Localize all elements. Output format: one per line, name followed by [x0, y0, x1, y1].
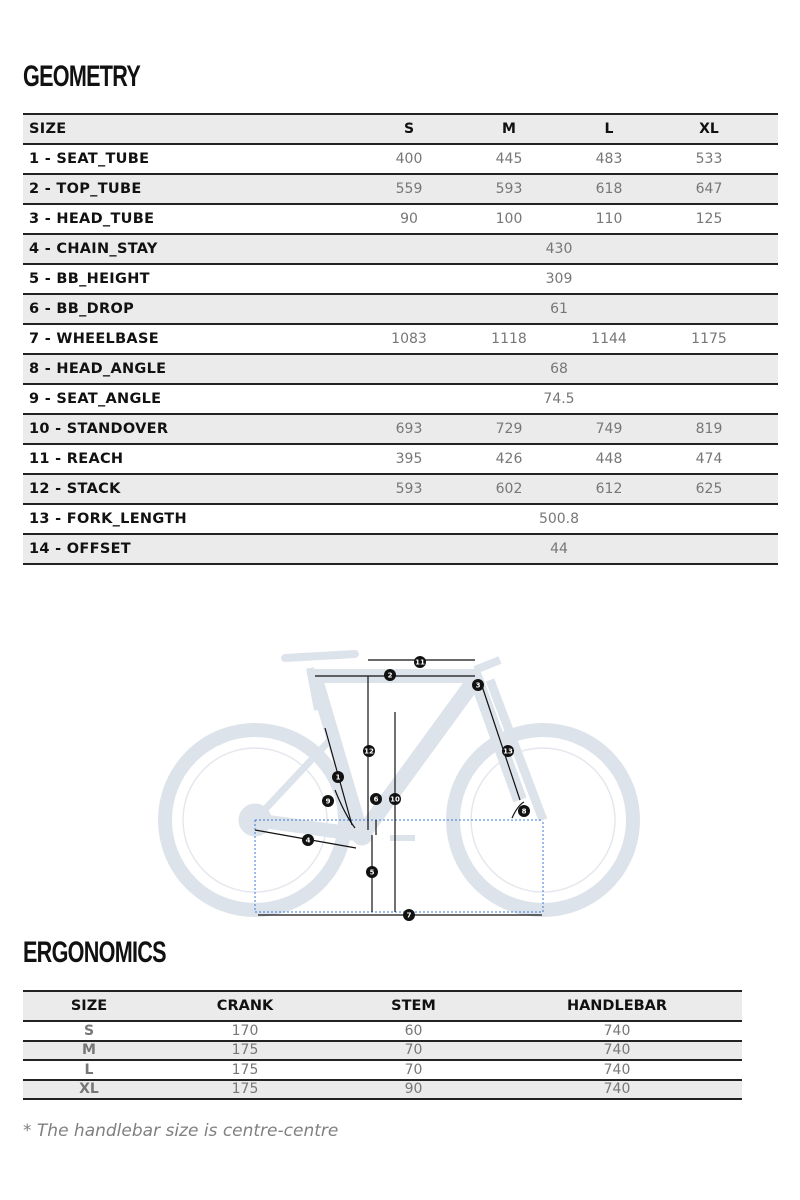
ergonomics-table	[23, 990, 742, 1100]
header-xl: XL	[699, 121, 719, 137]
row-label: 9 - SEAT_ANGLE	[29, 391, 162, 407]
size-value: L	[84, 1061, 94, 1078]
value-m: 593	[495, 181, 523, 197]
svg-text:1: 1	[335, 773, 341, 782]
svg-text:6: 6	[373, 795, 379, 804]
table-row	[23, 235, 778, 265]
value-l: 110	[595, 211, 623, 227]
row-label: 8 - HEAD_ANGLE	[29, 361, 167, 377]
value-all-sizes: 74.5	[543, 391, 575, 407]
value-xl: 125	[695, 211, 723, 227]
saddle	[285, 654, 355, 658]
value-all-sizes: 68	[550, 361, 568, 377]
stem-value: 90	[404, 1081, 423, 1098]
svg-text:11: 11	[415, 658, 425, 667]
value-xl: 474	[695, 451, 723, 467]
marker-11	[414, 656, 426, 668]
svg-text:3: 3	[475, 681, 481, 690]
marker-5	[366, 866, 378, 878]
marker-13	[502, 745, 514, 757]
stem-value: 60	[404, 1022, 423, 1039]
crank-value: 175	[231, 1061, 259, 1078]
header-size: SIZE	[29, 121, 67, 137]
value-s: 400	[395, 151, 423, 167]
handlebar-value: 740	[603, 1081, 631, 1098]
row-label: 6 - BB_DROP	[29, 301, 135, 317]
table-row	[23, 175, 778, 205]
table-row	[23, 1022, 742, 1042]
row-label: 13 - FORK_LENGTH	[29, 511, 187, 527]
header-m: M	[502, 121, 516, 137]
marker-2	[384, 669, 396, 681]
value-xl: 1175	[691, 331, 727, 347]
row-label: 5 - BB_HEIGHT	[29, 271, 150, 287]
table-row	[23, 445, 778, 475]
value-m: 1118	[491, 331, 527, 347]
marker-7	[403, 909, 415, 921]
marker-6	[370, 793, 382, 805]
crank-value: 175	[231, 1042, 259, 1059]
svg-text:2: 2	[387, 671, 393, 680]
value-l: 483	[595, 151, 623, 167]
row-label: 11 - REACH	[29, 451, 124, 467]
value-m: 100	[495, 211, 523, 227]
value-all-sizes: 44	[550, 541, 568, 557]
row-label: 14 - OFFSET	[29, 541, 131, 557]
stem-value: 70	[404, 1042, 423, 1059]
footnote: * The handlebar size is centre-centre	[23, 1121, 339, 1141]
table-row	[23, 535, 778, 565]
value-l: 749	[595, 421, 623, 437]
marker-8	[518, 805, 530, 817]
handlebar-value: 740	[603, 1022, 631, 1039]
ergonomics-title: ERGONOMICS	[23, 936, 166, 969]
value-m: 602	[495, 481, 523, 497]
header-size: SIZE	[70, 998, 108, 1014]
marker-3	[472, 679, 484, 691]
marker-10	[389, 793, 401, 805]
size-value: XL	[79, 1081, 99, 1098]
value-s: 395	[395, 451, 423, 467]
svg-text:7: 7	[406, 911, 412, 920]
handlebar-value: 740	[603, 1042, 631, 1059]
value-s: 559	[395, 181, 423, 197]
marker-9	[322, 795, 334, 807]
table-row	[23, 505, 778, 535]
svg-text:8: 8	[521, 807, 527, 816]
svg-text:12: 12	[364, 747, 374, 756]
svg-text:13: 13	[503, 747, 513, 756]
table-row	[23, 385, 778, 415]
bike-geometry-diagram	[150, 640, 660, 925]
value-l: 618	[595, 181, 623, 197]
svg-text:9: 9	[325, 797, 331, 806]
header-s: S	[403, 121, 415, 137]
value-all-sizes: 500.8	[538, 511, 580, 527]
value-l: 448	[595, 451, 623, 467]
svg-text:5: 5	[369, 868, 375, 877]
table-row	[23, 295, 778, 325]
table-row	[23, 475, 778, 505]
header-handlebar: HANDLEBAR	[566, 998, 668, 1014]
header-l: L	[604, 121, 614, 137]
marker-1	[332, 771, 344, 783]
svg-text:10: 10	[390, 795, 400, 804]
header-crank: CRANK	[216, 998, 274, 1014]
table-row	[23, 265, 778, 295]
value-all-sizes: 61	[550, 301, 568, 317]
value-s: 90	[400, 211, 418, 227]
marker-4	[302, 834, 314, 846]
value-xl: 647	[695, 181, 723, 197]
stem-value: 70	[404, 1061, 423, 1078]
row-label: 2 - TOP_TUBE	[29, 181, 142, 197]
value-xl: 819	[695, 421, 723, 437]
size-value: M	[82, 1042, 96, 1059]
geometry-table	[23, 113, 778, 565]
table-row	[23, 205, 778, 235]
table-row	[23, 1042, 742, 1062]
table-row	[23, 355, 778, 385]
table-row	[23, 415, 778, 445]
svg-text:4: 4	[305, 836, 311, 845]
value-m: 729	[495, 421, 523, 437]
row-label: 10 - STANDOVER	[29, 421, 169, 437]
stem	[475, 660, 500, 670]
row-label: 3 - HEAD_TUBE	[29, 211, 155, 227]
value-all-sizes: 309	[545, 271, 573, 287]
table-row	[23, 1061, 742, 1081]
crank-value: 170	[231, 1022, 259, 1039]
value-m: 445	[495, 151, 523, 167]
ergonomics-header-row	[23, 990, 742, 1022]
marker-12	[363, 745, 375, 757]
row-label: 1 - SEAT_TUBE	[29, 151, 150, 167]
crank-value: 175	[231, 1081, 259, 1098]
geometry-header-row	[23, 113, 778, 145]
value-xl: 625	[695, 481, 723, 497]
value-xl: 533	[695, 151, 723, 167]
row-label: 4 - CHAIN_STAY	[29, 241, 158, 257]
value-m: 426	[495, 451, 523, 467]
size-value: S	[83, 1022, 95, 1039]
value-s: 693	[395, 421, 423, 437]
geometry-title: GEOMETRY	[23, 60, 141, 93]
row-label: 7 - WHEELBASE	[29, 331, 159, 347]
value-l: 612	[595, 481, 623, 497]
table-row	[23, 1081, 742, 1101]
value-l: 1144	[591, 331, 627, 347]
header-stem: STEM	[391, 998, 436, 1014]
table-row	[23, 145, 778, 175]
value-s: 593	[395, 481, 423, 497]
value-s: 1083	[391, 331, 427, 347]
row-label: 12 - STACK	[29, 481, 121, 497]
value-all-sizes: 430	[545, 241, 573, 257]
handlebar-value: 740	[603, 1061, 631, 1078]
table-row	[23, 325, 778, 355]
bike-silhouette	[165, 654, 633, 910]
